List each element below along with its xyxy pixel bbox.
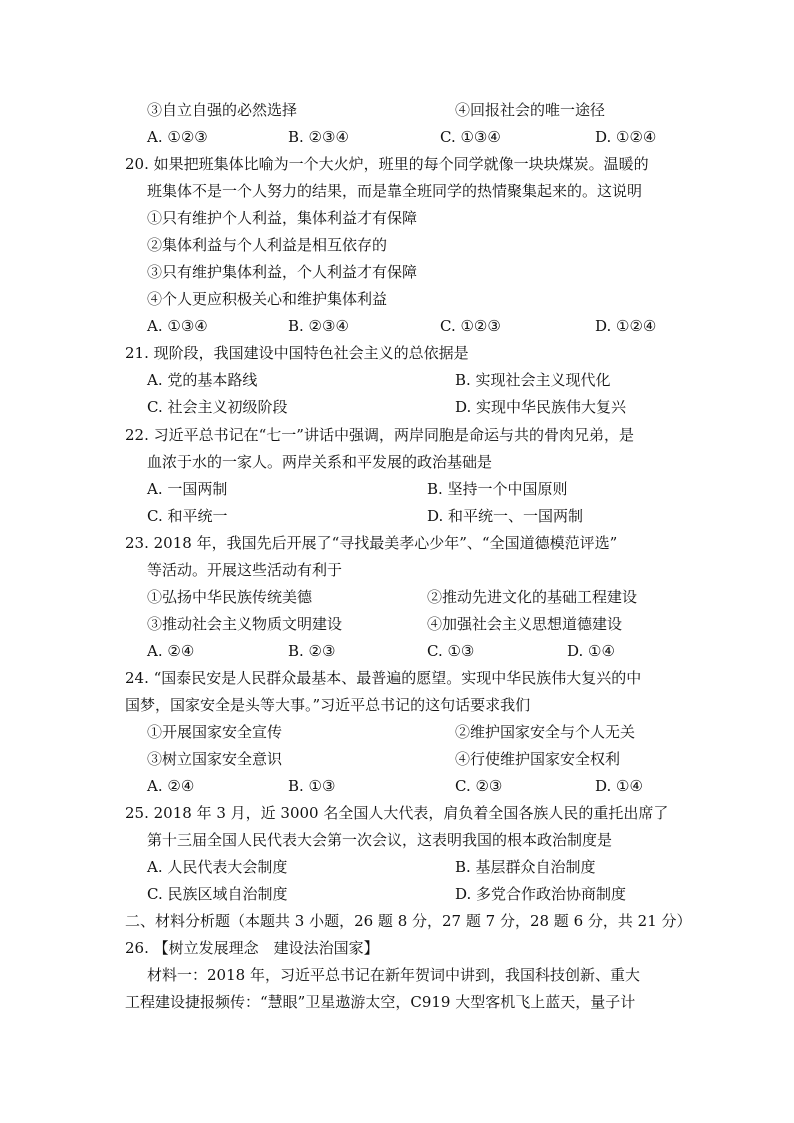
q21-option-b: B. 实现社会主义现代化 (455, 371, 611, 389)
q22-option-b: B. 坚持一个中国原则 (427, 480, 568, 498)
q22-option-d: D. 和平统一、一国两制 (427, 507, 584, 525)
q24-option-b: B. ①③ (288, 777, 336, 795)
q24-stem-line-1: 24. “国泰民安是人民群众最基本、最普遍的愿望。实现中华民族伟大复兴的中 (125, 669, 642, 687)
q20-option-b: B. ②③④ (288, 317, 349, 335)
q23-stem-line-2: 等活动。开展这些活动有利于 (147, 561, 343, 579)
q19-statement-4: ④回报社会的唯一途径 (455, 101, 606, 119)
q25-option-a: A. 人民代表大会制度 (147, 858, 288, 876)
q25-stem-line-2: 第十三届全国人民代表大会第一次会议，这表明我国的根本政治制度是 (147, 831, 613, 849)
q25-option-c: C. 民族区域自治制度 (147, 885, 288, 903)
q26-material-line-1: 材料一：2018 年，习近平总书记在新年贺词中讲到，我国科技创新、重大 (147, 966, 640, 984)
q23-option-d: D. ①④ (567, 642, 615, 660)
q24-statement-4: ④行使维护国家安全权利 (455, 750, 621, 768)
q23-statement-1: ①弘扬中华民族传统美德 (147, 588, 313, 606)
q20-option-a: A. ①③④ (147, 317, 208, 335)
q23-stem-line-1: 23. 2018 年，我国先后开展了“寻找最美孝心少年”、“全国道德模范评选” (125, 534, 618, 552)
section-2-heading: 二、材料分析题（本题共 3 小题，26 题 8 分，27 题 7 分，28 题 6 分，共 21 分） (125, 912, 692, 930)
q22-option-a: A. 一国两制 (147, 480, 228, 498)
q20-statement-3: ③只有维护集体利益，个人利益才有保障 (147, 263, 418, 281)
q26-title: 26. 【树立发展理念 建设法治国家】 (125, 939, 379, 957)
q20-statement-1: ①只有维护个人利益，集体利益才有保障 (147, 209, 418, 227)
q23-statement-4: ④加强社会主义思想道德建设 (427, 615, 623, 633)
q24-statement-3: ③树立国家安全意识 (147, 750, 283, 768)
q25-option-d: D. 多党合作政治协商制度 (455, 885, 627, 903)
q22-stem-line-2: 血浓于水的一家人。两岸关系和平发展的政治基础是 (147, 453, 493, 471)
q21-option-c: C. 社会主义初级阶段 (147, 398, 288, 416)
q20-stem-line-1: 20. 如果把班集体比喻为一个大火炉，班里的每个同学就像一块块煤炭。温暖的 (125, 155, 649, 173)
q22-option-c: C. 和平统一 (147, 507, 228, 525)
q24-stem-line-2: 国梦，国家安全是头等大事。”习近平总书记的这句话要求我们 (125, 696, 531, 714)
q23-option-c: C. ①③ (427, 642, 475, 660)
q24-option-d: D. ①④ (595, 777, 643, 795)
q26-material-line-2: 工程建设捷报频传：“慧眼”卫星遨游太空，C919 大型客机飞上蓝天，量子计 (125, 993, 636, 1011)
q25-stem-line-1: 25. 2018 年 3 月，近 3000 名全国人大代表，肩负着全国各族人民的重托出席了 (125, 804, 669, 822)
q23-option-a: A. ②④ (147, 642, 195, 660)
q20-stem-line-2: 班集体不是一个人努力的结果，而是靠全班同学的热情聚集起来的。这说明 (147, 182, 643, 200)
q23-option-b: B. ②③ (288, 642, 336, 660)
q21-option-d: D. 实现中华民族伟大复兴 (455, 398, 627, 416)
q24-option-c: C. ②③ (455, 777, 503, 795)
q21-stem-line-1: 21. 现阶段，我国建设中国特色社会主义的总依据是 (125, 344, 469, 362)
q25-option-b: B. 基层群众自治制度 (455, 858, 596, 876)
q24-statement-2: ②维护国家安全与个人无关 (455, 723, 636, 741)
q19-statement-3: ③自立自强的必然选择 (147, 101, 298, 119)
q20-option-c: C. ①②③ (440, 317, 501, 335)
q22-stem-line-1: 22. 习近平总书记在“七一”讲话中强调，两岸同胞是命运与共的骨肉兄弟，是 (125, 426, 634, 444)
q19-option-a: A. ①②③ (147, 128, 208, 146)
q23-statement-2: ②推动先进文化的基础工程建设 (427, 588, 638, 606)
q19-option-b: B. ②③④ (288, 128, 349, 146)
q24-statement-1: ①开展国家安全宣传 (147, 723, 283, 741)
q19-option-d: D. ①②④ (595, 128, 657, 146)
q19-option-c: C. ①③④ (440, 128, 501, 146)
q21-option-a: A. 党的基本路线 (147, 371, 258, 389)
q20-option-d: D. ①②④ (595, 317, 657, 335)
q24-option-a: A. ②④ (147, 777, 195, 795)
q23-statement-3: ③推动社会主义物质文明建设 (147, 615, 343, 633)
q20-statement-4: ④个人更应积极关心和维护集体利益 (147, 290, 388, 308)
q20-statement-2: ②集体利益与个人利益是相互依存的 (147, 236, 388, 254)
